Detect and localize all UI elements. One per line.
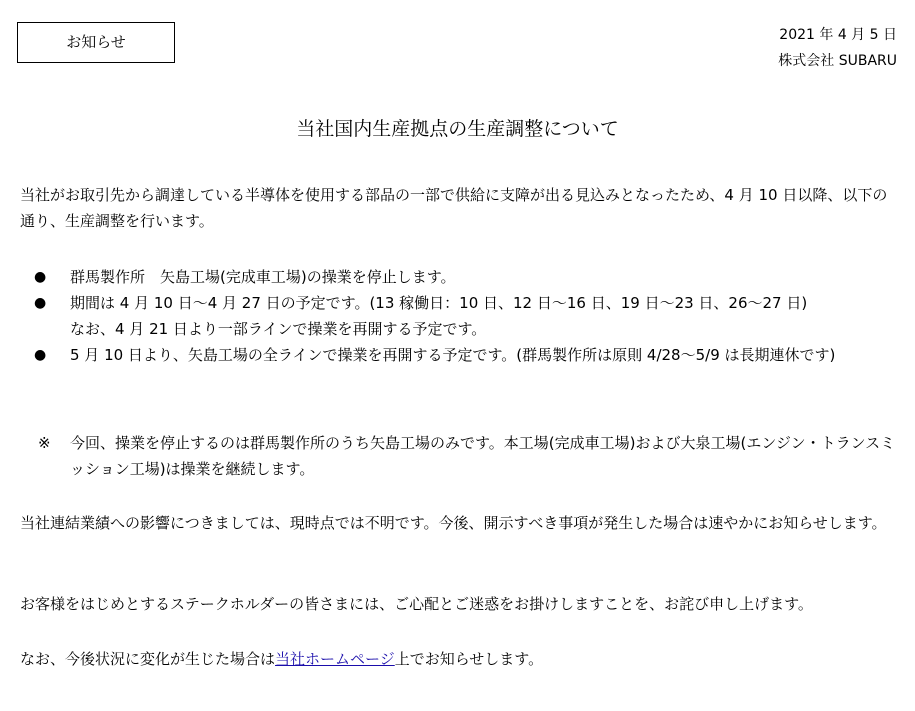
list-item-text: 群馬製作所 矢島工場(完成車工場)の操業を停止します。	[70, 268, 456, 286]
apology-paragraph: お客様をはじめとするステークホルダーの皆さまには、ご心配とご迷惑をお掛けしますことを、お詫び申し上げます。	[20, 595, 813, 613]
list-item-text: 5 月 10 日より、矢島工場の全ラインで操業を再開する予定です。(群馬製作所は原則 4/28～5/9 は長期連休です)	[70, 346, 836, 364]
bullet-icon: ●	[34, 347, 47, 363]
homepage-link[interactable]: 当社ホームページ	[275, 650, 395, 668]
bullet-icon: ●	[34, 269, 47, 285]
note-block	[20, 430, 900, 482]
list-item	[20, 290, 900, 342]
note-icon: ※	[38, 434, 51, 452]
document-date: 2021 年 4 月 5 日	[779, 27, 897, 43]
bullet-icon: ●	[34, 295, 47, 311]
note-text: 今回、操業を停止するのは群馬製作所のうち矢島工場のみです。本工場(完成車工場)および大泉工場(エンジン・トランスミッション工場)は操業を継続します。	[70, 434, 896, 478]
intro-paragraph: 当社がお取引先から調達している半導体を使用する部品の一部で供給に支障が出る見込みとなったため、4 月 10 日以降、以下の通り、生産調整を行います。	[20, 186, 888, 230]
list-item	[20, 264, 900, 290]
document-meta	[778, 22, 897, 74]
notice-label-box	[17, 22, 175, 63]
impact-paragraph: 当社連結業績への影響につきましては、現時点では不明です。今後、開示すべき事項が発生した場合は速やかにお知らせします。	[20, 514, 887, 532]
page-title: 当社国内生産拠点の生産調整について	[296, 118, 619, 140]
list-item-text: なお、4 月 21 日より一部ラインで操業を再開する予定です。	[70, 320, 487, 338]
company-name: 株式会社 SUBARU	[778, 53, 897, 69]
list-item	[20, 342, 900, 368]
list-item-text: 期間は 4 月 10 日～4 月 27 日の予定です。(13 稼働日：10 日、12 日～16 日、19 日～23 日、26～27 日)	[70, 294, 808, 312]
footer-suffix: 上でお知らせします。	[394, 650, 544, 668]
notice-label: お知らせ	[66, 33, 126, 51]
bullet-list	[20, 264, 900, 368]
footer-prefix: なお、今後状況に変化が生じた場合は	[20, 650, 276, 668]
footer-paragraph	[20, 646, 900, 672]
